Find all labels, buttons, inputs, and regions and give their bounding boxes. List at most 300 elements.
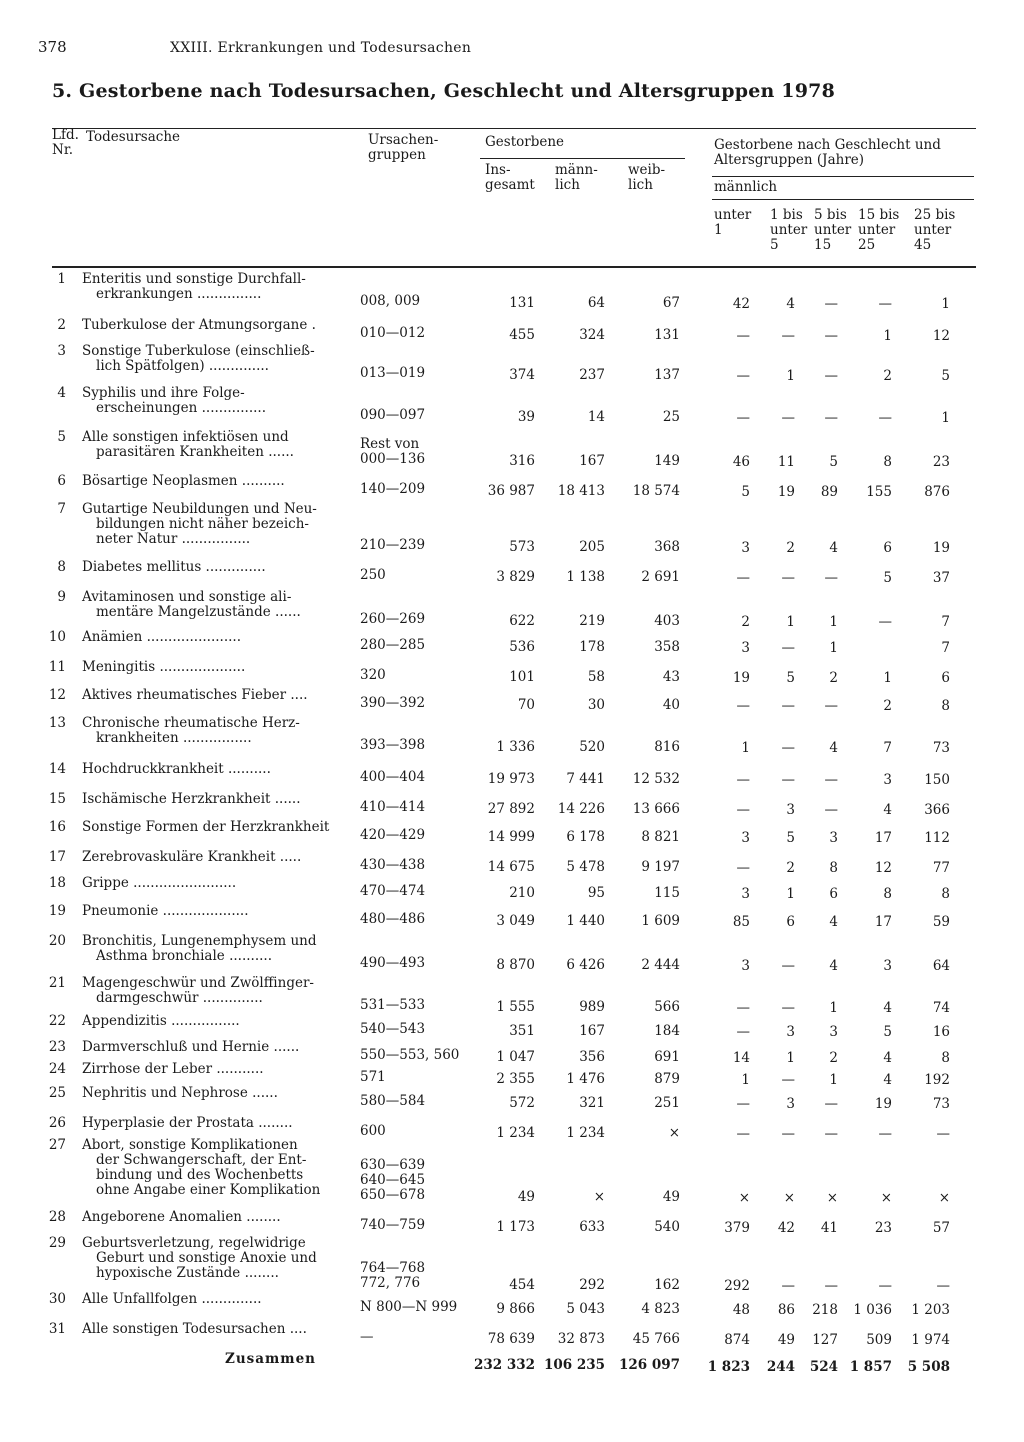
row-number: 7 bbox=[57, 501, 66, 517]
deaths-male-age-group: 19 bbox=[732, 670, 750, 686]
deaths-male-age-group: — bbox=[824, 328, 838, 344]
table-row bbox=[0, 343, 1024, 384]
row-number: 11 bbox=[48, 659, 66, 675]
cause-name-line: Grippe ........................ bbox=[82, 875, 237, 891]
deaths-male-age-group: — bbox=[781, 698, 795, 714]
deaths-male-age-group: 3 bbox=[829, 830, 838, 846]
deaths-male-age-group: — bbox=[736, 328, 750, 344]
deaths-male-age-group: 3 bbox=[786, 1024, 795, 1040]
deaths-male-age-group: 4 bbox=[883, 802, 892, 818]
deaths-total: 70 bbox=[517, 697, 535, 713]
deaths-male-age-group: 86 bbox=[777, 1302, 795, 1318]
deaths-female: 1 609 bbox=[641, 913, 680, 929]
deaths-male-age-group: — bbox=[781, 570, 795, 586]
cause-name bbox=[82, 688, 352, 703]
deaths-male-age-group: 8 bbox=[941, 1050, 950, 1066]
cause-name-line: mentäre Mangelzustände ...... bbox=[96, 604, 301, 620]
cause-name-line: Angeborene Anomalien ........ bbox=[82, 1209, 281, 1225]
deaths-male-age-group: 74 bbox=[932, 1000, 950, 1016]
deaths-male-age-group: 8 bbox=[883, 886, 892, 902]
deaths-male: 1 234 bbox=[566, 1125, 605, 1141]
table-row bbox=[0, 659, 1024, 686]
table-row bbox=[0, 629, 1024, 656]
deaths-male-age-group: 6 bbox=[883, 540, 892, 556]
deaths-male-age-group: — bbox=[936, 1126, 950, 1142]
deaths-total: 455 bbox=[509, 327, 535, 343]
cause-name-line: erscheinungen ............... bbox=[96, 400, 267, 416]
deaths-male-age-group: — bbox=[781, 740, 795, 756]
cause-name bbox=[82, 430, 352, 460]
table-row bbox=[0, 501, 1024, 556]
row-number: 23 bbox=[48, 1039, 66, 1055]
cause-name bbox=[82, 934, 352, 964]
table-row bbox=[0, 271, 1024, 312]
table-row bbox=[0, 1209, 1024, 1236]
cause-name-line: Chronische rheumatische Herz- bbox=[82, 715, 300, 731]
deaths-female: 9 197 bbox=[641, 859, 680, 875]
cause-name-line: lich Spätfolgen) .............. bbox=[96, 358, 269, 374]
cause-group-code-line: 260—269 bbox=[360, 611, 426, 627]
cause-name bbox=[82, 344, 352, 374]
cause-name-line: Hyperplasie der Prostata ........ bbox=[82, 1115, 293, 1131]
deaths-total: 374 bbox=[509, 367, 535, 383]
cause-name-line: Alle sonstigen Todesursachen .... bbox=[82, 1321, 307, 1337]
row-number: 28 bbox=[48, 1209, 66, 1225]
deaths-male-age-group: 4 bbox=[829, 740, 838, 756]
deaths-total: 573 bbox=[509, 539, 535, 555]
deaths-female: 162 bbox=[654, 1277, 680, 1293]
deaths-male: 292 bbox=[579, 1277, 605, 1293]
deaths-male: 633 bbox=[579, 1219, 605, 1235]
deaths-male-age-group: 6 bbox=[941, 670, 950, 686]
deaths-male-age-group: 5 bbox=[741, 484, 750, 500]
deaths-male-age-group: 77 bbox=[932, 860, 950, 876]
table-row bbox=[0, 1115, 1024, 1142]
deaths-total: 78 639 bbox=[487, 1331, 535, 1347]
deaths-total: 2 355 bbox=[496, 1071, 535, 1087]
deaths-total: 19 973 bbox=[487, 771, 535, 787]
cause-name bbox=[82, 1116, 352, 1131]
table-row bbox=[0, 761, 1024, 788]
deaths-male-age-group: 2 bbox=[883, 698, 892, 714]
deaths-male-age-group: 2 bbox=[829, 670, 838, 686]
deaths-total: 1 173 bbox=[496, 1219, 535, 1235]
deaths-male-age-group: × bbox=[783, 1190, 795, 1206]
cause-name-line: neter Natur ................ bbox=[96, 531, 251, 547]
deaths-male-age-group: 23 bbox=[932, 454, 950, 470]
cause-group-code-line: 010—012 bbox=[360, 325, 426, 341]
deaths-male-age-group: — bbox=[736, 802, 750, 818]
deaths-total: 1 234 bbox=[496, 1125, 535, 1141]
header-ursachengruppen: Ursachen- gruppen bbox=[368, 132, 439, 163]
cause-name-line: ohne Angabe einer Komplikation bbox=[96, 1182, 321, 1198]
deaths-male-age-group: 1 bbox=[741, 740, 750, 756]
deaths-male: 95 bbox=[587, 885, 605, 901]
deaths-male-age-group: 876 bbox=[924, 484, 950, 500]
deaths-total: 8 870 bbox=[496, 957, 535, 973]
cause-group-code-line: 400—404 bbox=[360, 769, 426, 785]
row-number: 27 bbox=[48, 1137, 66, 1153]
total-label: Zusammen bbox=[225, 1351, 316, 1367]
deaths-total: 351 bbox=[509, 1023, 535, 1039]
cause-name bbox=[82, 1086, 352, 1101]
cause-name bbox=[82, 1292, 352, 1307]
deaths-female: 13 666 bbox=[632, 801, 680, 817]
deaths-male-age-group: 6 bbox=[829, 886, 838, 902]
cause-group-code-line: 008, 009 bbox=[360, 293, 421, 309]
deaths-male-age-group: 150 bbox=[924, 772, 950, 788]
row-number: 17 bbox=[48, 849, 66, 865]
deaths-male-age-group: 5 bbox=[829, 454, 838, 470]
cause-name-line: Alle sonstigen infektiösen und bbox=[82, 429, 289, 445]
cause-name-line: Tuberkulose der Atmungsorgane . bbox=[82, 317, 316, 333]
deaths-male-age-group: 1 bbox=[741, 1072, 750, 1088]
deaths-male-age-group: — bbox=[824, 1126, 838, 1142]
deaths-male-age-group: 218 bbox=[812, 1302, 838, 1318]
cause-name bbox=[82, 1040, 352, 1055]
row-number: 15 bbox=[48, 791, 66, 807]
total-deaths-female: 126 097 bbox=[618, 1357, 680, 1373]
deaths-male-age-group: 1 bbox=[829, 1000, 838, 1016]
cause-name bbox=[82, 876, 352, 891]
row-number: 9 bbox=[57, 589, 66, 605]
cause-name-line: Diabetes mellitus .............. bbox=[82, 559, 266, 575]
cause-name-line: Asthma bronchiale .......... bbox=[96, 948, 272, 964]
deaths-male-age-group: 3 bbox=[786, 802, 795, 818]
deaths-male-age-group: 48 bbox=[732, 1302, 750, 1318]
cause-name bbox=[82, 762, 352, 777]
cause-group-code-line: 580—584 bbox=[360, 1093, 426, 1109]
cause-name-line: Gutartige Neubildungen und Neu- bbox=[82, 501, 317, 517]
table-row bbox=[0, 559, 1024, 586]
deaths-female: 137 bbox=[654, 367, 680, 383]
header-gestorbene: Gestorbene bbox=[485, 134, 565, 150]
deaths-male-age-group: 1 036 bbox=[853, 1302, 892, 1318]
deaths-total: 454 bbox=[509, 1277, 535, 1293]
row-number: 1 bbox=[57, 271, 66, 287]
table-row bbox=[0, 849, 1024, 876]
deaths-male-age-group: 3 bbox=[741, 540, 750, 556]
row-number: 26 bbox=[48, 1115, 66, 1131]
deaths-male-age-group: 1 bbox=[786, 368, 795, 384]
cause-name-line: Zerebrovaskuläre Krankheit ..... bbox=[82, 849, 302, 865]
cause-name bbox=[82, 1138, 352, 1198]
deaths-male-age-group: 89 bbox=[820, 484, 838, 500]
row-number: 12 bbox=[48, 687, 66, 703]
deaths-male-age-group: — bbox=[736, 860, 750, 876]
deaths-female: 2 444 bbox=[641, 957, 680, 973]
deaths-female: 149 bbox=[654, 453, 680, 469]
deaths-female: 49 bbox=[662, 1189, 680, 1205]
deaths-male-age-group: 1 bbox=[941, 410, 950, 426]
deaths-male-age-group: 73 bbox=[932, 1096, 950, 1112]
deaths-female: 8 821 bbox=[641, 829, 680, 845]
deaths-male-age-group: 4 bbox=[883, 1072, 892, 1088]
cause-name-line: Bösartige Neoplasmen .......... bbox=[82, 473, 285, 489]
cause-group-code-line: 550—553, 560 bbox=[360, 1047, 460, 1063]
deaths-male-age-group: — bbox=[824, 368, 838, 384]
deaths-male-age-group: 4 bbox=[829, 540, 838, 556]
deaths-male-age-group: 5 bbox=[941, 368, 950, 384]
cause-group-code-line: 410—414 bbox=[360, 799, 426, 815]
deaths-male-age-group: 6 bbox=[786, 914, 795, 930]
cause-name bbox=[82, 850, 352, 865]
deaths-female: 540 bbox=[654, 1219, 680, 1235]
cause-name-line: Enteritis und sonstige Durchfall- bbox=[82, 271, 306, 287]
deaths-male-age-group: — bbox=[736, 1024, 750, 1040]
deaths-male: 324 bbox=[579, 327, 605, 343]
deaths-male-age-group: 16 bbox=[932, 1024, 950, 1040]
table-row bbox=[0, 1291, 1024, 1318]
cause-group-code-line: 470—474 bbox=[360, 883, 426, 899]
cause-name-line: Abort, sonstige Komplikationen bbox=[82, 1137, 298, 1153]
deaths-total: 622 bbox=[509, 613, 535, 629]
cause-group-code-line: 250 bbox=[360, 567, 386, 583]
deaths-total: 39 bbox=[517, 409, 535, 425]
deaths-male-age-group: 64 bbox=[932, 958, 950, 974]
cause-name-line: bildungen nicht näher bezeich- bbox=[96, 516, 309, 532]
row-number: 25 bbox=[48, 1085, 66, 1101]
total-male-age-group: 1 857 bbox=[849, 1359, 892, 1375]
deaths-male-age-group: 1 bbox=[883, 670, 892, 686]
deaths-male-age-group: 5 bbox=[883, 1024, 892, 1040]
header-todesursache: Todesursache bbox=[86, 129, 181, 145]
deaths-male-age-group: 23 bbox=[874, 1220, 892, 1236]
deaths-male-age-group: 4 bbox=[883, 1000, 892, 1016]
deaths-female: 45 766 bbox=[632, 1331, 680, 1347]
deaths-male-age-group: 1 bbox=[829, 614, 838, 630]
row-number: 10 bbox=[48, 629, 66, 645]
table-row bbox=[0, 903, 1024, 930]
deaths-male-age-group: — bbox=[824, 802, 838, 818]
deaths-male-age-group: 4 bbox=[786, 296, 795, 312]
cause-name-line: Aktives rheumatisches Fieber .... bbox=[82, 687, 308, 703]
deaths-male: 1 138 bbox=[566, 569, 605, 585]
deaths-male-age-group: 2 bbox=[883, 368, 892, 384]
cause-name-line: der Schwangerschaft, der Ent- bbox=[96, 1152, 307, 1168]
cause-name bbox=[82, 820, 352, 835]
header-age-1-5: 1 bis unter 5 bbox=[770, 207, 808, 253]
cause-group-code-line: 420—429 bbox=[360, 827, 426, 843]
deaths-female: 184 bbox=[654, 1023, 680, 1039]
deaths-male-age-group: 14 bbox=[732, 1050, 750, 1066]
table-title: 5. Gestorbene nach Todesursachen, Geschlecht und Altersgruppen 1978 bbox=[52, 80, 835, 102]
cause-name bbox=[82, 1236, 352, 1281]
cause-name-line: Sonstige Tuberkulose (einschließ- bbox=[82, 343, 315, 359]
deaths-male-age-group: 19 bbox=[777, 484, 795, 500]
deaths-female: 368 bbox=[654, 539, 680, 555]
deaths-total: 14 999 bbox=[487, 829, 535, 845]
deaths-male-age-group: 192 bbox=[924, 1072, 950, 1088]
deaths-female: 816 bbox=[654, 739, 680, 755]
table-row bbox=[0, 317, 1024, 344]
total-male-age-group: 5 508 bbox=[907, 1359, 950, 1375]
deaths-male-age-group: 5 bbox=[883, 570, 892, 586]
deaths-male-age-group: — bbox=[736, 570, 750, 586]
cause-group-code-line: 000—136 bbox=[360, 451, 426, 467]
row-number: 22 bbox=[48, 1013, 66, 1029]
cause-group-code-line: 571 bbox=[360, 1069, 386, 1085]
deaths-male-age-group: — bbox=[736, 1126, 750, 1142]
deaths-male-age-group: 19 bbox=[932, 540, 950, 556]
deaths-female: 43 bbox=[662, 669, 680, 685]
deaths-total: 1 047 bbox=[496, 1049, 535, 1065]
deaths-male-age-group: 1 bbox=[941, 296, 950, 312]
row-number: 21 bbox=[48, 975, 66, 991]
cause-group-code-line: 140—209 bbox=[360, 481, 426, 497]
cause-name-line: Avitaminosen und sonstige ali- bbox=[82, 589, 292, 605]
deaths-male-age-group: 127 bbox=[812, 1332, 838, 1348]
deaths-male-age-group: 292 bbox=[724, 1278, 750, 1294]
cause-name bbox=[82, 904, 352, 919]
deaths-male-age-group: 1 bbox=[786, 614, 795, 630]
row-number: 16 bbox=[48, 819, 66, 835]
deaths-male-age-group: — bbox=[736, 1000, 750, 1016]
deaths-total: 3 049 bbox=[496, 913, 535, 929]
deaths-male: 989 bbox=[579, 999, 605, 1015]
cause-name bbox=[82, 792, 352, 807]
deaths-male-age-group: 85 bbox=[732, 914, 750, 930]
deaths-male-age-group: — bbox=[781, 958, 795, 974]
deaths-male: 6 178 bbox=[566, 829, 605, 845]
cause-name-line: Zirrhose der Leber ........... bbox=[82, 1061, 264, 1077]
deaths-male-age-group: 1 bbox=[883, 328, 892, 344]
table-row bbox=[0, 385, 1024, 426]
deaths-male-age-group: 1 bbox=[829, 1072, 838, 1088]
deaths-male: 14 bbox=[587, 409, 605, 425]
row-number: 30 bbox=[48, 1291, 66, 1307]
deaths-male-age-group: 1 bbox=[786, 1050, 795, 1066]
cause-name-line: Bronchitis, Lungenemphysem und bbox=[82, 933, 317, 949]
deaths-female: 67 bbox=[662, 295, 680, 311]
cause-name bbox=[82, 560, 352, 575]
deaths-male-age-group: 366 bbox=[924, 802, 950, 818]
deaths-male-age-group: × bbox=[826, 1190, 838, 1206]
deaths-male-age-group: 42 bbox=[777, 1220, 795, 1236]
deaths-male-age-group: 19 bbox=[874, 1096, 892, 1112]
deaths-total: 14 675 bbox=[487, 859, 535, 875]
row-number: 24 bbox=[48, 1061, 66, 1077]
cause-group-code-line: 480—486 bbox=[360, 911, 426, 927]
deaths-male-age-group: 59 bbox=[932, 914, 950, 930]
row-number: 19 bbox=[48, 903, 66, 919]
deaths-male-age-group: 8 bbox=[941, 886, 950, 902]
cause-name bbox=[82, 976, 352, 1006]
deaths-female: 18 574 bbox=[632, 483, 680, 499]
deaths-male-age-group: 4 bbox=[829, 958, 838, 974]
deaths-male: 178 bbox=[579, 639, 605, 655]
cause-name bbox=[82, 660, 352, 675]
deaths-female: 403 bbox=[654, 613, 680, 629]
row-number: 20 bbox=[48, 933, 66, 949]
row-number: 8 bbox=[57, 559, 66, 575]
header-nr: Nr. bbox=[52, 142, 74, 158]
row-number: 29 bbox=[48, 1235, 66, 1251]
table-row bbox=[0, 819, 1024, 846]
table-row bbox=[0, 791, 1024, 818]
deaths-male: 58 bbox=[587, 669, 605, 685]
deaths-male: 520 bbox=[579, 739, 605, 755]
table-row bbox=[0, 1061, 1024, 1088]
table-row bbox=[0, 933, 1024, 974]
deaths-male-age-group: — bbox=[781, 1278, 795, 1294]
cause-group-code-line: — bbox=[360, 1329, 374, 1345]
deaths-total: 49 bbox=[517, 1189, 535, 1205]
total-row bbox=[0, 1351, 1024, 1375]
deaths-male-age-group: 379 bbox=[724, 1220, 750, 1236]
cause-name-line: Geburtsverletzung, regelwidrige bbox=[82, 1235, 306, 1251]
deaths-total: 536 bbox=[509, 639, 535, 655]
deaths-male: 219 bbox=[579, 613, 605, 629]
deaths-male-age-group: — bbox=[824, 570, 838, 586]
row-number: 3 bbox=[57, 343, 66, 359]
deaths-total: 1 555 bbox=[496, 999, 535, 1015]
cause-name-line: krankheiten ................ bbox=[96, 730, 252, 746]
cause-group-code-line: 430—438 bbox=[360, 857, 426, 873]
total-male-age-group: 1 823 bbox=[707, 1359, 750, 1375]
cause-name-line: Syphilis und ihre Folge- bbox=[82, 385, 245, 401]
cause-group-code-line: 090—097 bbox=[360, 407, 426, 423]
cause-group-code-line: 630—639 bbox=[360, 1157, 426, 1173]
cause-group-code-line: 320 bbox=[360, 667, 386, 683]
cause-group-code-line: 600 bbox=[360, 1123, 386, 1139]
deaths-male: 167 bbox=[579, 1023, 605, 1039]
total-deaths-total: 232 332 bbox=[473, 1357, 535, 1373]
deaths-male-age-group: — bbox=[781, 640, 795, 656]
deaths-male-age-group: × bbox=[938, 1190, 950, 1206]
row-number: 6 bbox=[57, 473, 66, 489]
table-row bbox=[0, 429, 1024, 470]
cause-group-code-line: 490—493 bbox=[360, 955, 426, 971]
deaths-male: 14 226 bbox=[557, 801, 605, 817]
cause-name bbox=[82, 1062, 352, 1077]
header-geschlecht-altersgruppen: Gestorbene nach Geschlecht und Altersgruppen (Jahre) bbox=[714, 137, 941, 168]
deaths-male-age-group: 3 bbox=[883, 772, 892, 788]
deaths-male-age-group: 3 bbox=[786, 1096, 795, 1112]
deaths-female: 115 bbox=[654, 885, 680, 901]
header-maennlich: männ- lich bbox=[555, 162, 598, 193]
deaths-male-age-group: 1 bbox=[786, 886, 795, 902]
deaths-male-age-group: 4 bbox=[829, 914, 838, 930]
deaths-male: 5 478 bbox=[566, 859, 605, 875]
deaths-male-age-group: 1 974 bbox=[911, 1332, 950, 1348]
deaths-male: 167 bbox=[579, 453, 605, 469]
cause-name-line: bindung und des Wochenbetts bbox=[96, 1167, 304, 1183]
deaths-male-age-group: 37 bbox=[932, 570, 950, 586]
cause-name bbox=[82, 386, 352, 416]
deaths-male-age-group: — bbox=[781, 772, 795, 788]
header-age-5-15: 5 bis unter 15 bbox=[814, 207, 852, 253]
deaths-male-age-group: 3 bbox=[741, 958, 750, 974]
table-row bbox=[0, 975, 1024, 1016]
deaths-male-age-group: 7 bbox=[941, 640, 950, 656]
cause-group-code-line: Rest von bbox=[360, 436, 420, 452]
cause-name bbox=[82, 1322, 352, 1337]
deaths-female: 4 823 bbox=[641, 1301, 680, 1317]
deaths-male-age-group: 2 bbox=[829, 1050, 838, 1066]
deaths-male-age-group: 12 bbox=[874, 860, 892, 876]
deaths-male: 7 441 bbox=[566, 771, 605, 787]
total-deaths-male: 106 235 bbox=[543, 1357, 605, 1373]
deaths-female: 40 bbox=[662, 697, 680, 713]
deaths-male-age-group: — bbox=[824, 296, 838, 312]
deaths-male-age-group: 17 bbox=[874, 914, 892, 930]
deaths-male-age-group: 112 bbox=[924, 830, 950, 846]
header-age-15-25: 15 bis unter 25 bbox=[858, 207, 900, 253]
cause-name-line: Geburt und sonstige Anoxie und bbox=[96, 1250, 317, 1266]
deaths-male-age-group: 3 bbox=[741, 886, 750, 902]
deaths-male-age-group: — bbox=[878, 1126, 892, 1142]
